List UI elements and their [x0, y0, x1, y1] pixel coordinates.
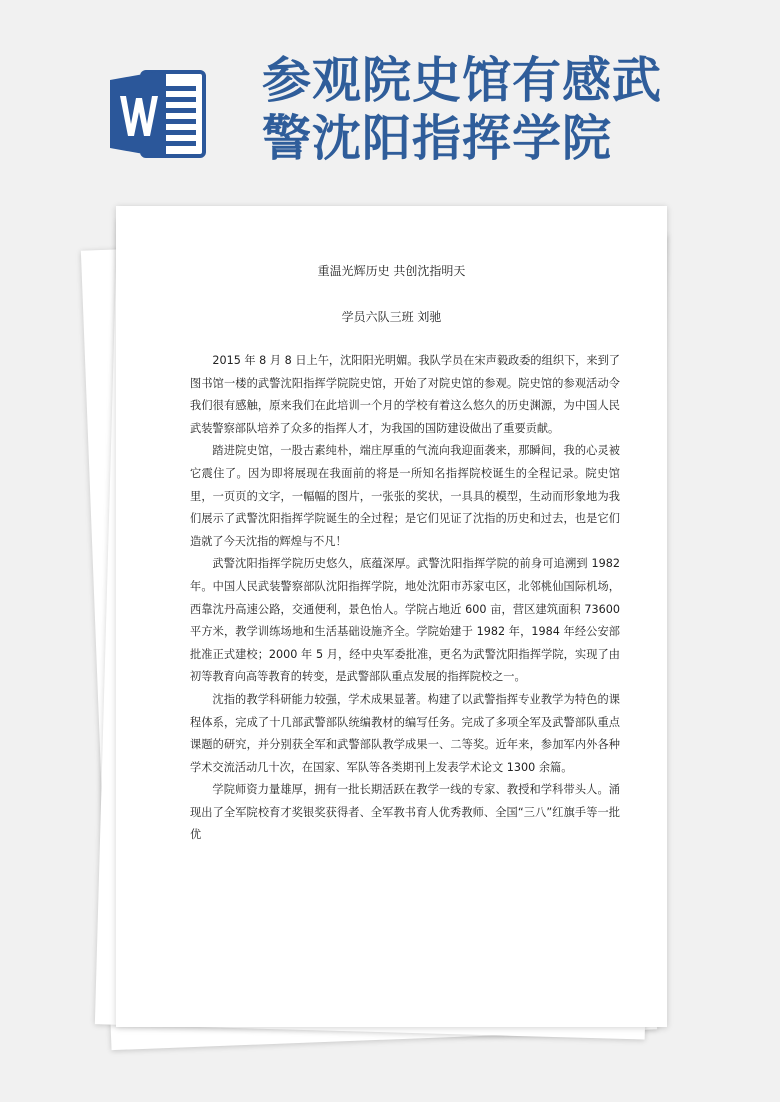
document-author: 学员六队三班 刘驰 — [341, 310, 442, 324]
paragraph: 沈指的教学科研能力较强，学术成果显著。构建了以武警指挥专业教学为特色的课程体系，完成了十几部武警部队统编教材的编写任务。完成了多项全军及武警部队重点课题的研究，并分别获全军和武警部队教学成果一、二等奖。近年来，参加军内外各种学术交流活动几十次，在国家、军队等各类期刊上发表学术论文 1300 余篇。 — [190, 692, 620, 774]
paragraph: 学院师资力量雄厚，拥有一批长期活跃在教学一线的专家、教授和学科带头人。涌现出了全军院校育才奖银奖获得者、全军教书育人优秀教师、全国“三八”红旗手等一批优 — [190, 783, 620, 842]
page-title-line-2: 警沈阳指挥学院 — [262, 110, 613, 167]
document-body — [190, 350, 620, 847]
word-icon — [108, 66, 208, 162]
document-title: 重温光辉历史 共创沈指明天 — [317, 264, 466, 278]
document-page — [116, 206, 667, 1027]
paragraph: 踏进院史馆，一股古素纯朴，端庄厚重的气流向我迎面袭来，那瞬间，我的心灵被它震住了。因为即将展现在我面前的将是一所知名指挥院校诞生的全程记录。院史馆里，一页页的文字，一幅幅的图片，一张张的奖状，一具具的模型，生动而形象地为我们展示了武警沈阳指挥学院诞生的全过程；是它们见证了沈指的历史和过去，也是它们造就了今天沈指的辉煌与不凡！ — [190, 444, 620, 548]
paragraph: 武警沈阳指挥学院历史悠久，底蕴深厚。武警沈阳指挥学院的前身可追溯到 1982 年。中国人民武装警察部队沈阳指挥学院，地处沈阳市苏家屯区，北邻桃仙国际机场，西靠沈丹高速公路，交通便利，景色怡人。学院占地近 600 亩，营区建筑面积 73600 平方米，教学训练场地和生活基础设施齐全。学院始建于 1982 年，1984 年经公安部批准正式建校；2000 年 5 月，经中央军委批准，更名为武警沈阳指挥学院，实现了由初等教育向高等教育的转变，是武警部队重点发展的指挥院校之一。 — [190, 557, 620, 684]
page-title — [262, 52, 772, 168]
paragraph: 2015 年 8 月 8 日上午，沈阳阳光明媚。我队学员在宋声毅政委的组织下，来到了图书馆一楼的武警沈阳指挥学院院史馆，开始了对院史馆的参观。院史馆的参观活动令我们很有感触，原来我们在此培训一个月的学校有着这么悠久的历史渊源，为中国人民武装警察部队培养了众多的指挥人才，为我国的国防建设做出了重要贡献。 — [190, 354, 620, 435]
page-title-line-1: 参观院史馆有感武 — [262, 52, 663, 109]
